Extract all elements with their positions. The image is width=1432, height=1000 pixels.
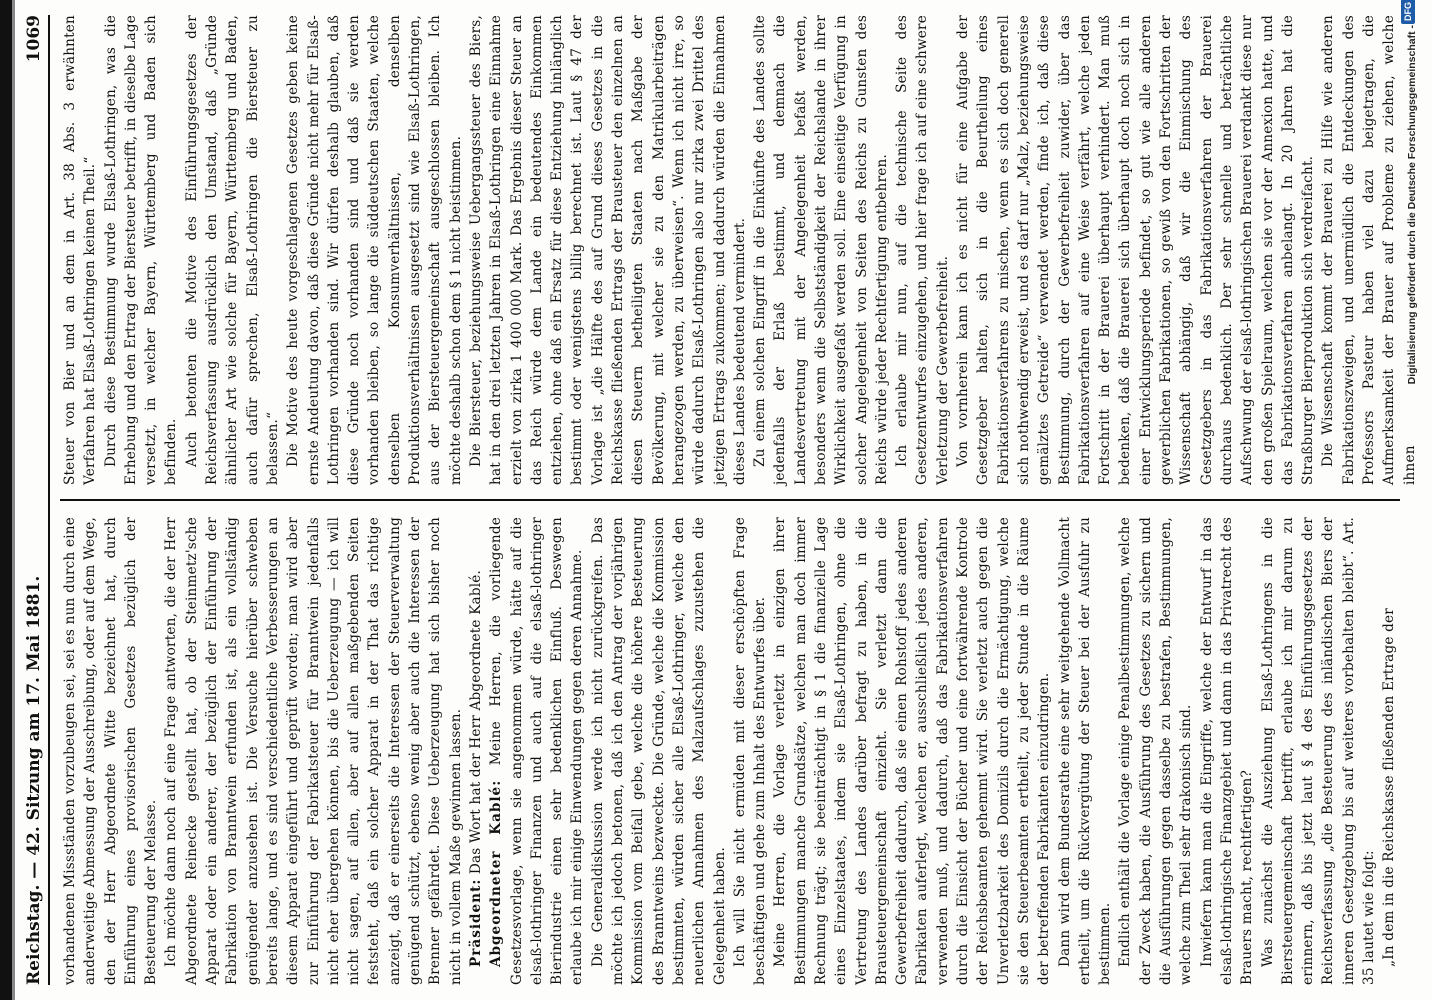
speaker-label: Präsident: [467,878,484,967]
digitization-watermark [1398,2,1428,985]
page-number: 1069 [24,15,44,63]
paragraph: Steuer von Bier und an dem in Art. 38 Abs. 3 erwähnten Verfahren hat Elsaß-Lothringen keinen Theil.“ [62,15,99,485]
paragraph: Zu einem solchen Eingriff in die Einkünfte des Landes sollte jedenfalls der Erlaß bestimmt, und demnach die Landesvertretung mit der Angelegenheit befaßt werden, besonders wenn die Selbstständigkeit der Reichslande in ihrer Wirklichkeit ausgefaßt werden soll. Eine einseitige Verfügung in solcher Angelegenheit von Seiten des Reichs zu Gunsten des Reichs würde jeder Rechtfertigung entbehren. [752,15,890,485]
text-column-left [60,517,1400,985]
paragraph: Von vornherein kann ich es nicht für eine Aufgabe der Gesetzgeber halten, sich in die Beurtheilung eines Fabrikationsverfahrens zu mischen, wenn es sich doch generell sich nothwendig erweist, und es darf nur „Malz, beziehungsweise gemälztes Getreide“ verwendet werden, finde ich, daß diese Bestimmung, durch der Gewerbefreiheit zuwider, über das Fabrikationsverfahren auf eine Weise verfährt, welche jeden Fortschritt in der Brauerei überhaupt verhindert. Man muß bedenken, daß die Brauerei sich überhaupt doch noch sich in einer Entwicklungsperiode befindet, so gut wie alle anderen gewerblichen Fabrikationen, so gewiß von den Fortschritten der Wissenschaft abhängig, daß wir die Einmischung des Gesetzgebers in das Fabrikationsverfahren der Brauerei durchaus bedenklich. Der sehr schnelle und beträchtliche Aufschwung der elsaß-lothringischen Brauerei verdankt diese nur den großen Spielraum, welchen sie vor der Annexion hatte, und das Fabrikationsverfahren anbelangt. In 20 Jahren hat die Straßburger Bierproduktion sich verdreifacht. [955,15,1317,485]
paragraph: Endlich enthält die Vorlage einige Penalbestimmungen, welche der Zweck haben, die Ausführung des Gesetzes zu sichern und die Ausführungen gegen dasselbe zu bestrafen, Bestimmungen, welche zum Theil sehr drakonisch sind. [1117,517,1195,985]
dfg-logo: DFG [1401,0,1415,24]
scan-border-shadow [12,0,15,1000]
rotated-newspaper-page [20,15,1418,985]
paragraph: Ich erlaube mir nun, auf die technische Seite des Gesetzentwurfes einzugehen, und hier frage ich auf eine schwere Verletzung der Gewerbefreiheit. [894,15,951,485]
paragraph: Auch betonten die Motive des Einführungsgesetzes der Reichsverfassung ausdrücklich den Umstand, daß „Gründe ähnlicher Art wie solche für Bayern, Württemberg und Baden, auch dafür sprechen, Elsaß-Lothringen die Biersteuer zu belassen.“ [183,15,281,485]
paragraph: „In dem in die Reichskasse fließenden Ertrage der [1381,608,1398,967]
paragraph: Ich will Sie nicht ermüden mit dieser erschöpften Frage beschäftigen und gehe zum Inhalt des Entwurfes über. [731,517,769,985]
paragraph: Durch diese Bestimmung wurde Elsaß-Lothringen, was die Erhebung und den Ertrag der Biersteuer betrifft, in dieselbe Lage versetzt, in welcher Bayern, Württemberg und Baden sich befinden. [102,15,180,485]
header-title: Reichstag. — 42. Sitzung am 17. Mai 1881. [24,575,44,985]
paragraph: Die Generaldiskussion werde ich nicht zurückgreifen. Das möchte ich jedoch betonen, daß ich den Antrag der vorjährigen Kommission vom Beifall gebe, welche die höhere Besteuerung des Branntweins bezweckte. Die Gründe, welche die Kommission bestimmten, würden sicher alle Elsaß-Lothringer, welche den neuerlichen Annahmen des Malzaufschlages zuzustehen die Gelegenheit haben. [589,517,728,985]
paragraph: Dann wird dem Bundesrathe eine sehr weitgehende Vollmacht ertheilt, um die Rückvergütung der Steuer bei der Ausfuhr zu bestimmen. [1056,517,1114,985]
paragraph: Ich möchte dann noch auf eine Frage antworten, die der Herr Abgeordnete Reinecke gestellt hat, ob der Steinmetz'sche Apparat oder ein anderer, der bezüglich der Einführung der Fabrikation von Branntwein erfunden ist, als ein vollständig genügender anzusehen ist. Die Versuche hierüber schweben bereits lange, und es sind verschiedentliche Verbesserungen an diesem Apparat eingeführt und geprüft worden; man wird aber zur Einführung der Fabrikatsteuer für Branntwein jedenfalls nicht eher übergehen können, bis die Ueberzeugung — ich will nicht sagen, auf allen, aber auf allen maßgebenden Seiten feststeht, daß ein solcher Apparat in der That das richtige anzeigt, daß er einerseits die Interessen der Steuerverwaltung genügend schützt, ebenso wenig aber auch die Interessen der Brenner gefährdet. Diese Ueberzeugung hat sich bisher noch nicht in vollem Maße gewinnen lassen. [163,517,464,985]
paragraph: Inwiefern kann man die Eingriffe, welche der Entwurf in das elsaß-lothringische Finanzgebiet und dann in das Privatrecht des Brauers macht, rechtfertigen? [1198,517,1256,985]
paragraph: Die Wissenschaft kommt der Brauerei zu Hilfe wie anderen Fabrikationszweigen, und unermüdlich die Entdeckungen des Professors Pasteur haben viel dazu beigetragen, die Aufmerksamkeit der Brauer auf Probleme zu ziehen, welche ihnen [1320,15,1418,485]
page-header [20,15,50,985]
column-divider [60,499,1400,501]
paragraph: Die Biersteuer, beziehungsweise Uebergangssteuer des Biers, hat in den drei letzten Jahren in Elsaß-Lothringen eine Einnahme erzielt von zirka 1 400 000 Mark. Das Ergebnis dieser Steuer an das Reich würde dem Lande ein bedeutendes Einkommen entziehen, ohne daß ein Ersatz für diese Entziehung hinlänglich bestimmt oder wenigstens billig berechnet ist. Laut § 47 der Vorlage ist „die Hälfte des auf Grund dieses Gesetzes in die Reichskasse fließenden Ertrags der Brausteuer den einzelnen an diesen Steuern betheiligten Staaten nach Maßgabe der Bevölkerung, mit welcher sie zu den Matrikularbeiträgen herangezogen werden, zu überweisen“. Wenn ich nicht irre, so würde dadurch Elsaß-Lothringen also nur zirka zwei Drittel des jetzigen Ertrags zukommen; und dadurch würden die Einnahmen dieses Landes bedeutend vermindert. [467,15,748,485]
paragraph: vorhandenen Missständen vorzubeugen sei, sei es nun durch eine anderweitige Abmessung der Ausschreibung, oder auf dem Wege, den der Herr Abgeordnete Witte bezeichnet hat, durch Einführung eines provisorischen Gesetzes bezüglich der Besteuerung der Melasse. [62,517,160,985]
speaker-label: Abgeordneter Kablé: [488,779,505,967]
paragraph: Die Motive des heute vorgeschlagenen Gesetzes geben keine ernste Andeutung davon, daß diese Gründe nicht mehr für Elsaß-Lothringen vorhanden sind. Wir dürfen deshalb glauben, daß diese Gründe noch vorhanden sind und daß sie werden vorhanden bleiben, so lange die süddeutschen Staaten, welche denselben Konsumverhältnissen, denselben Produktionsverhältnissen ausgesetzt sind wie Elsaß-Lothringen, aus der Biersteuergemeinschaft ausgeschlossen bleiben. Ich möchte deshalb schon dem § 1 nicht beistimmen. [285,15,464,485]
paragraph: Meine Herren, die vorliegende Gesetzesvorlage, wenn sie angenommen würde, hätte auf die elsaß-lothringer Finanzen und auch auf die elsaß-lothringer Bierindustrie einen sehr bedenklichen Einfluß. Deswegen erlaube ich mir einige Einwendungen gegen deren Annahme. [488,517,586,985]
paragraph: Meine Herren, die Vorlage verletzt in einzigen ihrer Bestimmungen manche Grundsätze, welchen man doch immer Rechnung trägt; sie beeinträchtigt in § 1 die finanzielle Lage eines Einzelstaates, indem sie Elsaß-Lothringen, ohne die Vertretung des Landes darüber befragt zu haben, in die Brausteuergemeinschaft einzieht. Sie verletzt dann die Gewerbefreiheit dadurch, daß sie einen Rohstoff jedes anderen Fabrikaten auferlegt, welchen er, ausschließlich jedes anderen, verwenden muß, und dadurch, daß das Fabrikationsverfahren durch die Einsicht der Bücher und eine fortwährende Kontrole der Reichsbeamten gehemmt wird. Sie verletzt auch gegen die Unverletzbarkeit des Domizils durch die Ermächtigung, welche sie den Steuerbeamten ertheilt, zu jeder Stunde in die Räume der betreffenden Fabrikanten einzudringen. [772,517,1053,985]
paragraph: Was zunächst die Ausziehung Elsaß-Lothringens in die Biersteuergemeinschaft betrifft, erlaube ich mir darum zu erinnern, daß bis jetzt laut § 4 des Einführungsgesetzes der Reichsverfassung „die Besteuerung des inländischen Biers der inneren Gesetzgebung bis auf weiteres vorbehalten bleibt“. Art. 35 lautet wie folgt: [1259,517,1377,985]
scan-border [0,0,12,1000]
paragraph: Das Wort hat der Herr Abgeordnete Kablé. [467,569,484,875]
watermark-text: Digitalisierung gefördert durch die Deutsche Forschungsgemeinschaft - [1406,25,1418,385]
